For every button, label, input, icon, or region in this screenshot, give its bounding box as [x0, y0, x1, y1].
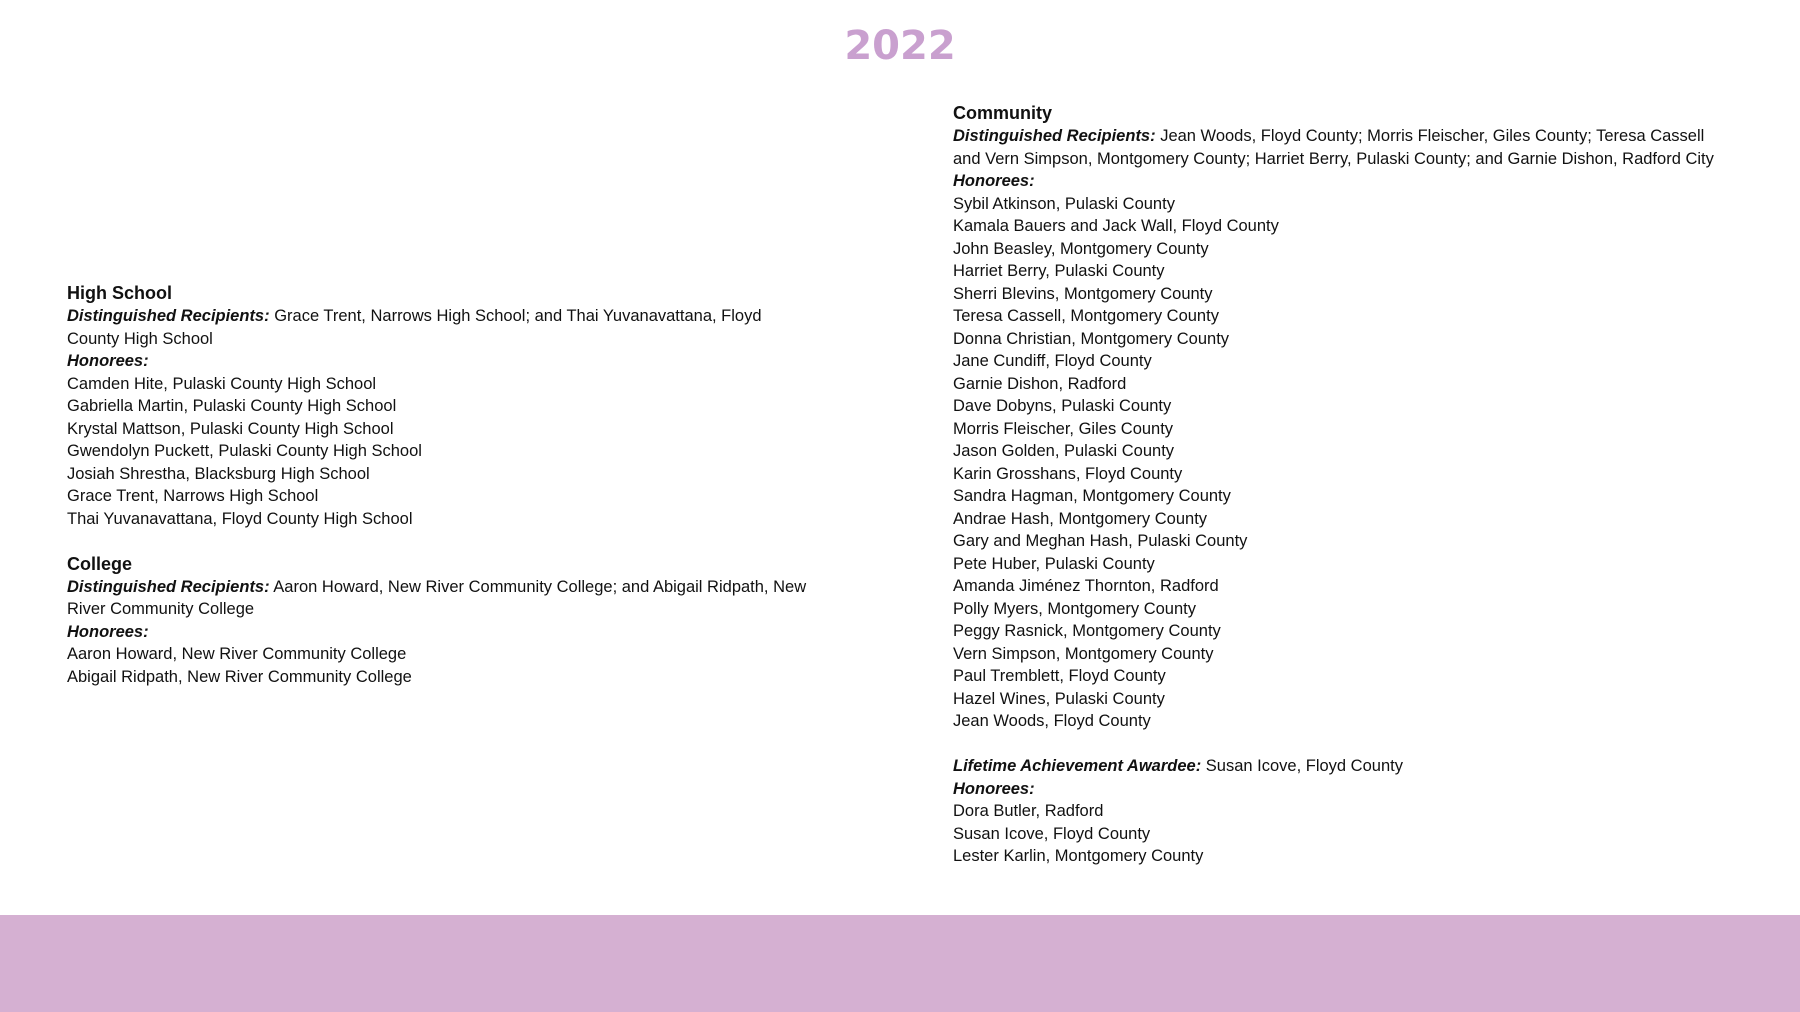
list-item: Peggy Rasnick, Montgomery County — [953, 622, 1221, 640]
distinguished-text: Aaron Howard, New River Community College; and Abigail Ridpath, New River Community College — [67, 577, 807, 618]
list-item: Camden Hite, Pulaski County High School — [67, 374, 377, 393]
lifetime-honorees-label: Honorees: — [953, 779, 1035, 798]
community-heading: Community — [953, 103, 1052, 123]
list-item: Amanda Jiménez Thornton, Radford — [953, 577, 1219, 595]
list-item: John Beasley, Montgomery County — [953, 239, 1209, 258]
lifetime-achievement — [953, 755, 1723, 778]
footer-band — [0, 915, 1800, 1012]
list-item: Polly Myers, Montgomery County — [953, 599, 1196, 618]
list-item: Aaron Howard, New River Community College — [67, 645, 407, 663]
lifetime-text: Susan Icove, Floyd County — [1201, 757, 1403, 775]
distinguished-label: Distinguished Recipients: — [67, 577, 270, 596]
list-item: Teresa Cassell, Montgomery County — [953, 307, 1219, 325]
list-item: Dave Dobyns, Pulaski County — [953, 397, 1172, 415]
list-item: Jean Woods, Floyd County — [953, 712, 1151, 730]
list-item: Grace Trent, Narrows High School — [67, 487, 319, 505]
list-item: Sandra Hagman, Montgomery County — [953, 487, 1231, 505]
right-column — [953, 102, 1723, 868]
college-honorees-label: Honorees: — [67, 622, 149, 641]
distinguished-label: Distinguished Recipients: — [67, 307, 270, 325]
list-item: Sherri Blevins, Montgomery County — [953, 284, 1213, 303]
high-school-honorees-label: Honorees: — [67, 352, 149, 370]
lifetime-label: Lifetime Achievement Awardee: — [953, 757, 1202, 775]
list-item: Hazel Wines, Pulaski County — [953, 689, 1165, 708]
spacer — [953, 733, 1723, 756]
list-item: Gary and Meghan Hash, Pulaski County — [953, 532, 1248, 550]
lifetime-honorees-list — [953, 800, 1723, 868]
list-item: Abigail Ridpath, New River Community College — [67, 667, 412, 686]
community-honorees-label: Honorees: — [953, 172, 1035, 190]
list-item: Karin Grosshans, Floyd County — [953, 464, 1183, 483]
left-column — [67, 282, 807, 688]
high-school-heading: High School — [67, 283, 172, 303]
list-item: Gabriella Martin, Pulaski County High School — [67, 397, 397, 415]
list-item: Andrae Hash, Montgomery County — [953, 509, 1208, 528]
community-distinguished — [953, 125, 1723, 170]
list-item: Lester Karlin, Montgomery County — [953, 847, 1204, 865]
list-item: Krystal Mattson, Pulaski County High School — [67, 419, 394, 438]
page-title-year: 2022 — [844, 23, 956, 69]
list-item: Dora Butler, Radford — [953, 802, 1104, 820]
college-heading: College — [67, 553, 133, 574]
list-item: Pete Huber, Pulaski County — [953, 554, 1155, 573]
list-item: Donna Christian, Montgomery County — [953, 329, 1230, 348]
list-item: Vern Simpson, Montgomery County — [953, 644, 1214, 663]
list-item: Sybil Atkinson, Pulaski County — [953, 194, 1175, 213]
community-honorees-list — [953, 193, 1723, 733]
list-item: Garnie Dishon, Radford — [953, 374, 1127, 393]
college-distinguished — [67, 576, 807, 621]
college-honorees-list — [67, 643, 807, 688]
distinguished-text: Grace Trent, Narrows High School; and Thai Yuvanavattana, Floyd County High School — [67, 307, 762, 348]
spacer — [67, 530, 807, 553]
list-item: Kamala Bauers and Jack Wall, Floyd County — [953, 217, 1279, 235]
high-school-honorees-list — [67, 373, 807, 531]
list-item: Gwendolyn Puckett, Pulaski County High School — [67, 442, 422, 460]
list-item: Thai Yuvanavattana, Floyd County High School — [67, 509, 413, 528]
list-item: Jane Cundiff, Floyd County — [953, 352, 1152, 370]
distinguished-text: Jean Woods, Floyd County; Morris Fleischer, Giles County; Teresa Cassell and Vern Simpson, Montgomery County; Harriet Berry, Pulaski County; and Garnie Dishon, Radford City — [953, 127, 1714, 168]
list-item: Susan Icove, Floyd County — [953, 824, 1151, 843]
list-item: Paul Tremblett, Floyd County — [953, 667, 1166, 685]
distinguished-label: Distinguished Recipients: — [953, 127, 1156, 145]
list-item: Harriet Berry, Pulaski County — [953, 262, 1165, 280]
high-school-distinguished — [67, 305, 807, 350]
list-item: Josiah Shrestha, Blacksburg High School — [67, 464, 370, 483]
list-item: Jason Golden, Pulaski County — [953, 442, 1175, 460]
list-item: Morris Fleischer, Giles County — [953, 419, 1174, 438]
